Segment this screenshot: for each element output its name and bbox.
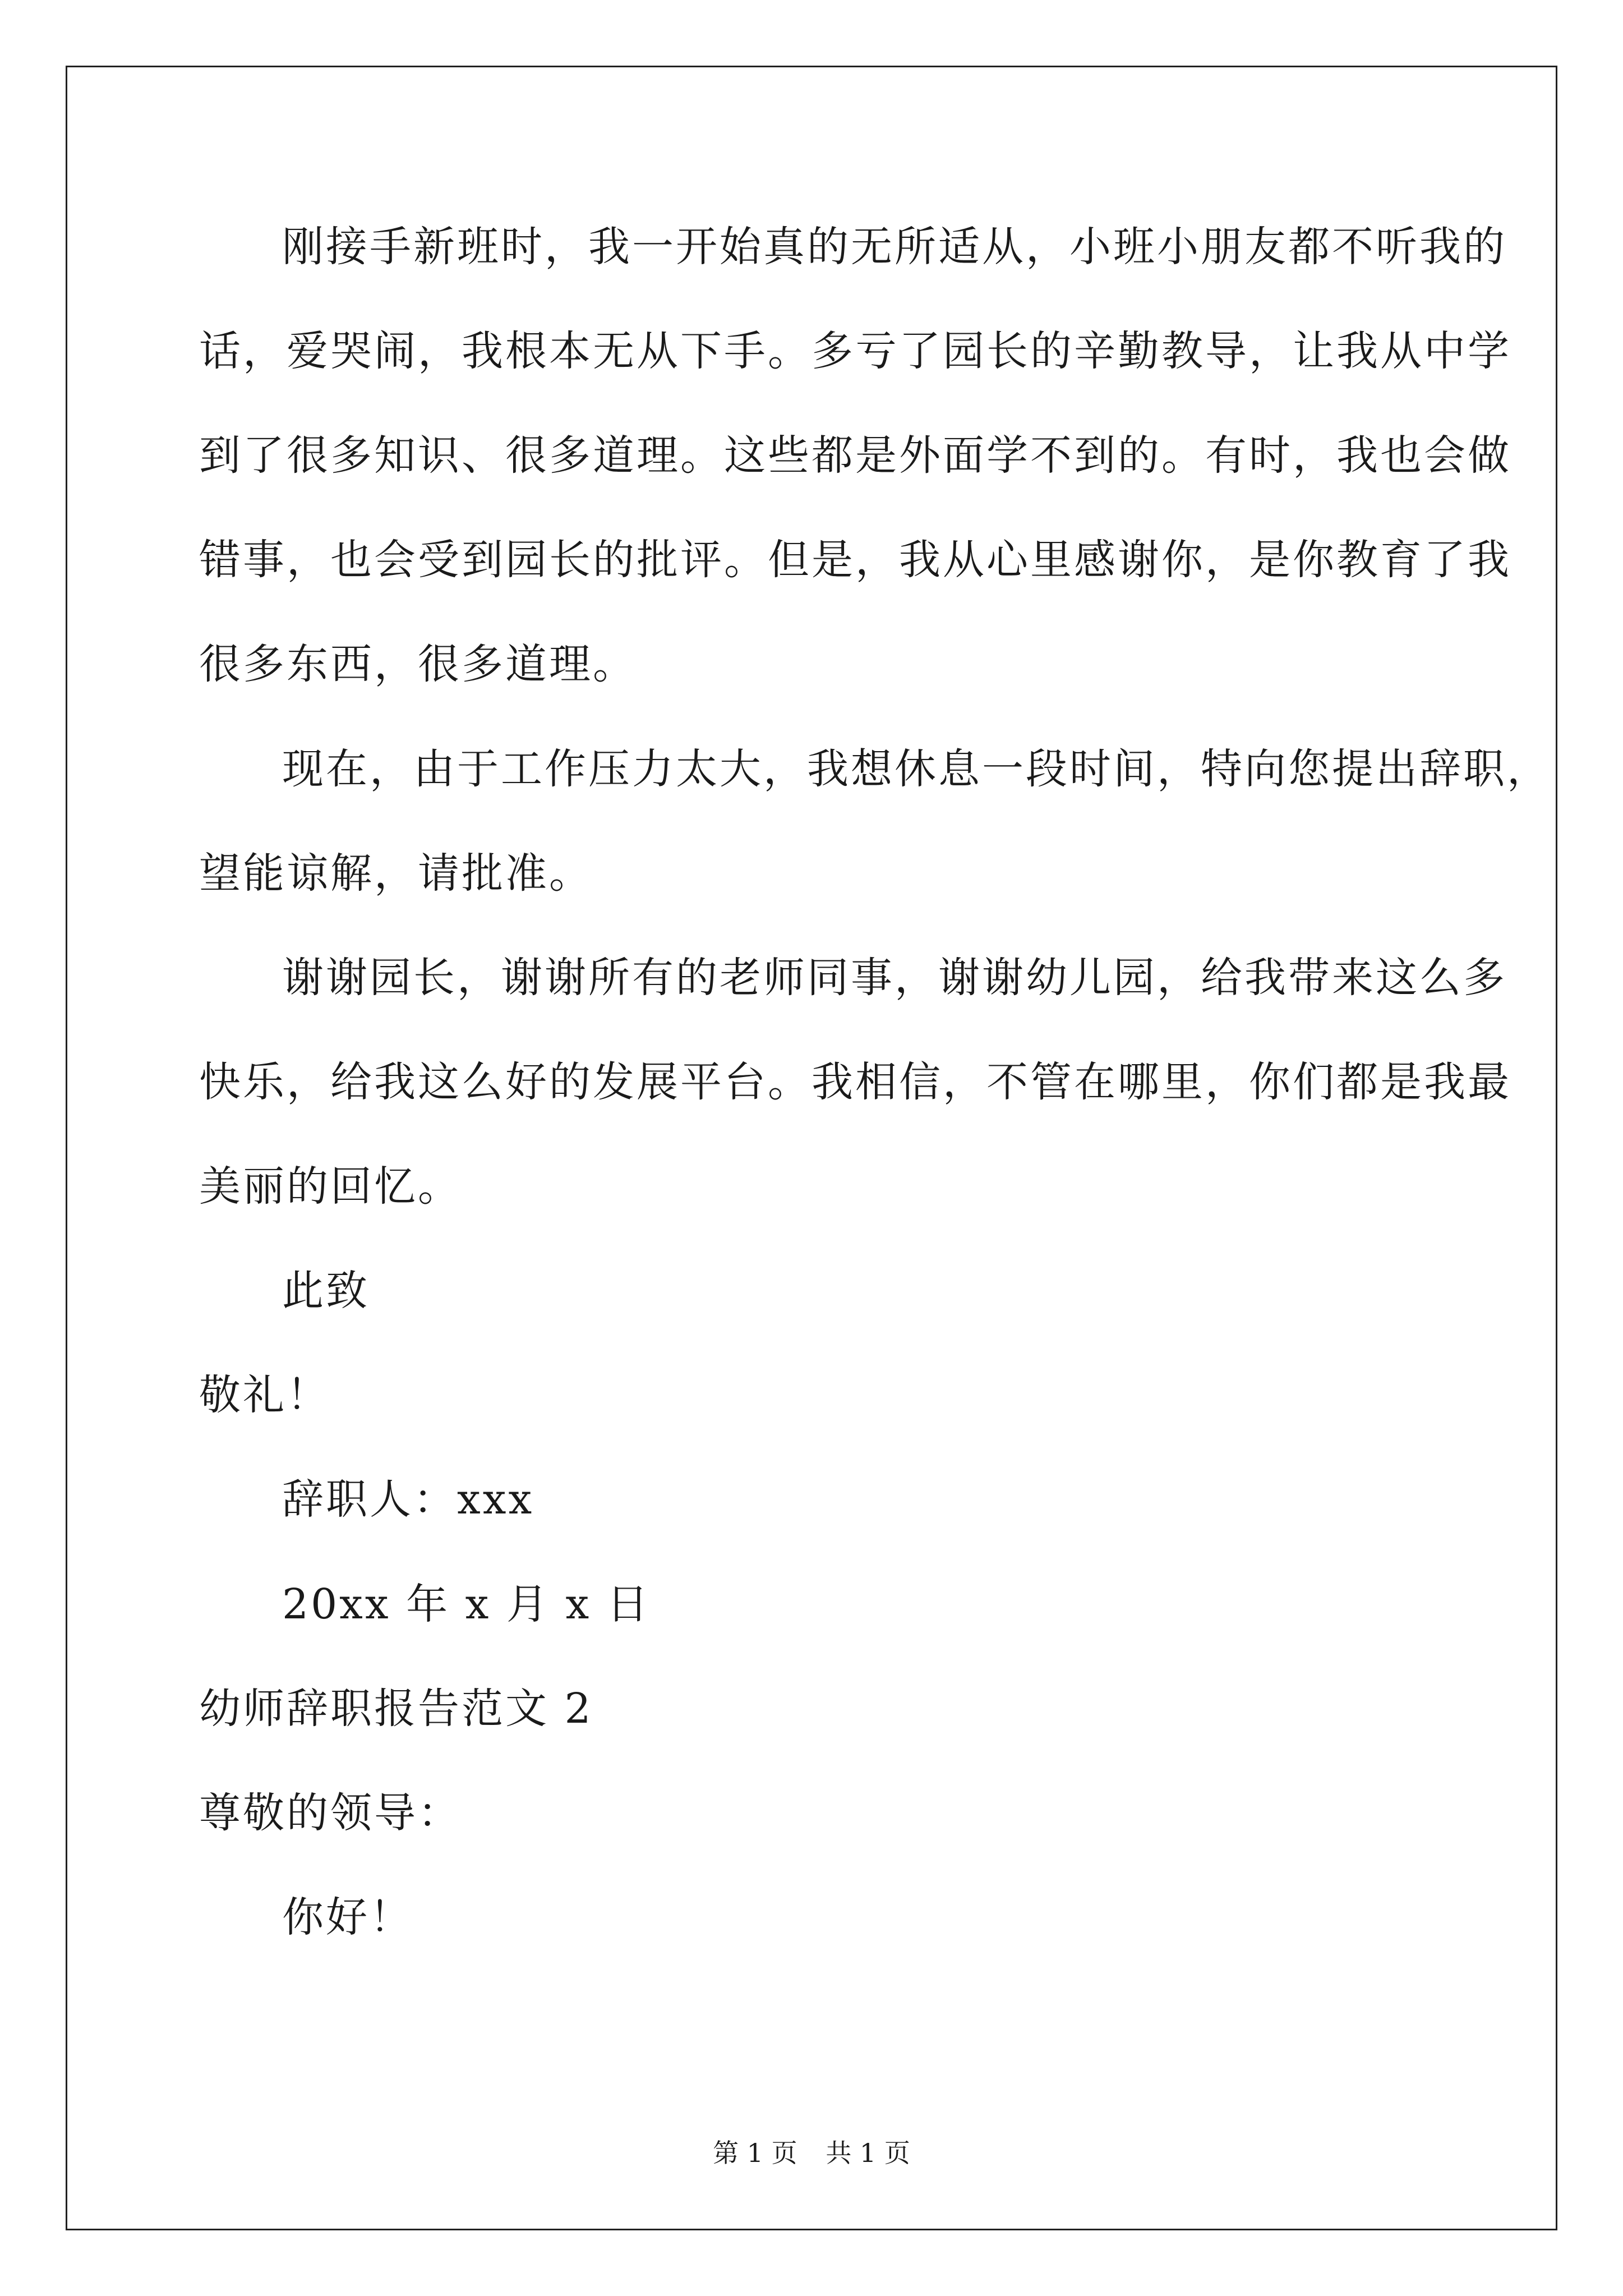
- paragraph-line: 话，爱哭闹，我根本无从下手。多亏了园长的辛勤教导，让我从中学: [199, 327, 1511, 375]
- paragraph-line: 望能谅解，请批准。: [199, 849, 593, 898]
- paragraph-line: 刚接手新班时，我一开始真的无所适从，小班小朋友都不听我的: [282, 223, 1507, 271]
- closing-regards: 敬礼！: [199, 1371, 330, 1419]
- section-title: 幼师辞职报告范文 2: [199, 1685, 593, 1733]
- page-number: 第 1 页: [713, 2138, 797, 2168]
- paragraph-line: 到了很多知识、很多道理。这些都是外面学不到的。有时，我也会做: [199, 431, 1511, 480]
- paragraph-line: 现在，由于工作压力太大，我想休息一段时间，特向您提出辞职，: [282, 745, 1551, 793]
- paragraph-line: 错事，也会受到园长的批评。但是，我从心里感谢你，是你教育了我: [199, 536, 1511, 584]
- paragraph-line: 美丽的回忆。: [199, 1162, 462, 1211]
- date-line: 20xx 年 x 月 x 日: [282, 1580, 651, 1628]
- signature-line: 辞职人：xxx: [282, 1475, 534, 1524]
- paragraph-line: 谢谢园长，谢谢所有的老师同事，谢谢幼儿园，给我带来这么多: [282, 954, 1507, 1002]
- page-footer: [0, 2136, 1623, 2170]
- page-total: 共 1 页: [826, 2138, 910, 2168]
- greeting-line: 你好！: [282, 1893, 413, 1941]
- paragraph-line: 快乐，给我这么好的发展平台。我相信，不管在哪里，你们都是我最: [199, 1058, 1511, 1106]
- paragraph-line: 很多东西，很多道理。: [199, 640, 637, 688]
- greeting-recipient: 尊敬的领导：: [199, 1789, 462, 1837]
- closing-salutation: 此致: [282, 1267, 370, 1315]
